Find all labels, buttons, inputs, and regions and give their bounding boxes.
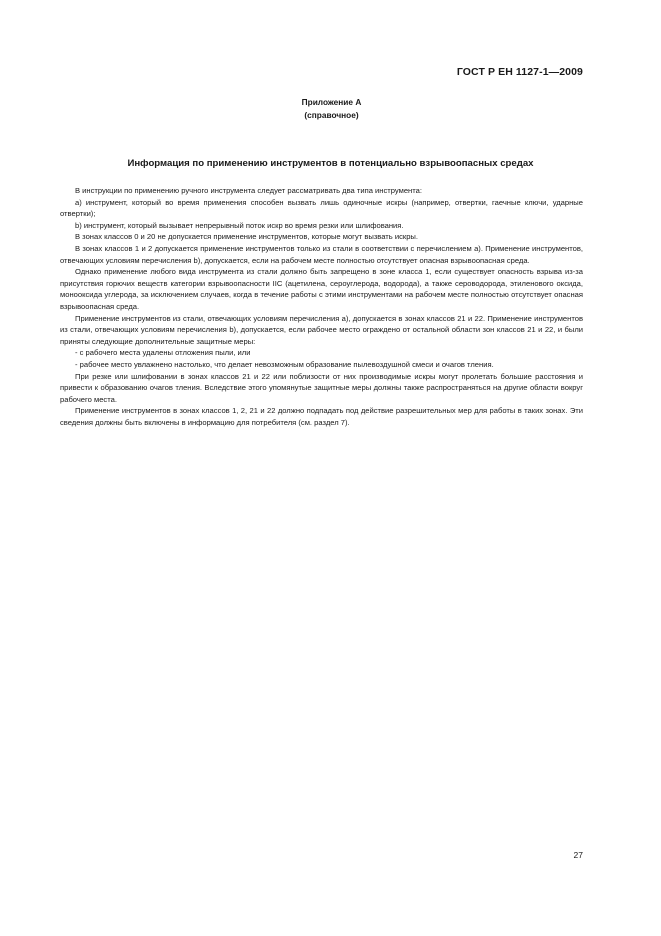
list-item: - с рабочего места удалены отложения пыли, или [75,348,251,358]
section-title: Информация по применению инструментов в потенциально взрывоопасных средах [127,158,534,169]
list-item: b) инструмент, который вызывает непрерывный поток искр во время резки или шлифования. [75,220,404,230]
annex-title: Приложение А [301,97,362,107]
paragraph: В зонах классов 0 и 20 не допускается применение инструментов, которые могут вызвать искры. [75,232,419,242]
paragraph: Однако применение любого вида инструмента из стали должно быть запрещено в зоне класса 1, если существует опасность взрыва из-за присутствия горючих веществ категории взрывоопасности IIC (ацетилена, сероуглерода, водорода), а также сероводорода, этиленового оксида, монооксида углерода, за исключением случаев, когда в течение работы с этими инструментами на рабочем месте полностью отсутствует опасная взрывоопасная среда. [60,267,583,311]
document-body [60,185,583,428]
paragraph: Применение инструментов из стали, отвечающих условиям перечисления а), допускается в зонах классов 21 и 22. Применение инструментов из стали, отвечающих условиям перечисления b), допускается, если рабочее место ограждено от остальной области зон классов 21 и 22, и были приняты следующие дополнительные защитные меры: [60,313,583,346]
paragraph: Применение инструментов в зонах классов 1, 2, 21 и 22 должно подпадать под действие разрешительных мер для работы в таких зонах. Эти сведения должны быть включены в информацию для потребителя (см. раздел 7). [60,406,583,427]
paragraph: В зонах классов 1 и 2 допускается применение инструментов только из стали в соответствии с перечислением а). Применение инструментов, отвечающих условиям перечисления b), допускается, если на рабочем месте полностью отсутствует опасная взрывоопасная среда. [60,243,583,265]
list-item: а) инструмент, который во время применения способен вызвать лишь одиночные искры (например, отвертки, гаечные ключи, ударные отвертки); [60,197,583,219]
annex-status: (справочное) [304,110,359,120]
paragraph: При резке или шлифовании в зонах классов 21 и 22 или поблизости от них производимые искры могут пролетать большие расстояния и привести к образованию очагов тления. Вследствие этого упомянутые защитные меры должны также распространяться на другие области вокруг рабочего места. [60,371,583,404]
standard-code: ГОСТ Р ЕН 1127-1—2009 [456,66,583,78]
paragraph: В инструкции по применению ручного инструмента следует рассматривать два типа инструмента: [75,186,422,195]
page-number: 27 [573,850,583,860]
list-item: - рабочее место увлажнено настолько, что делает невозможным образование пылевоздушной смеси и очагов тления. [75,359,494,369]
annex-heading [0,96,661,122]
